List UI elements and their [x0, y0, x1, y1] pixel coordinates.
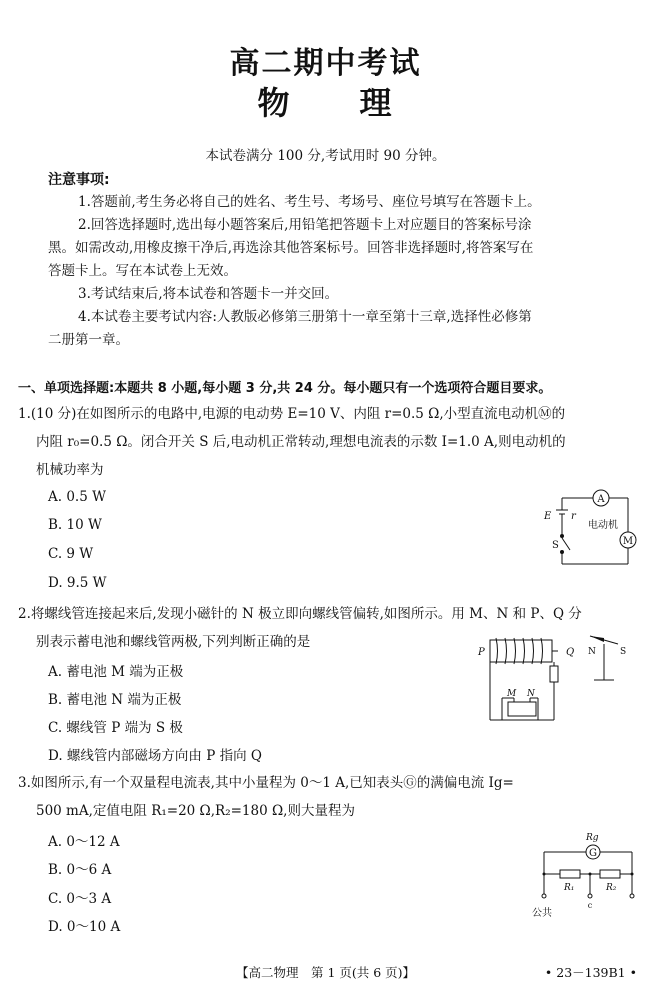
- q1-circuit-diagram: [540, 490, 640, 570]
- note-line-5: 3.考试结束后,将本试卷和答题卡一并交回。: [78, 286, 339, 302]
- exam-intro: 本试卷满分 100 分,考试用时 90 分钟。: [205, 148, 446, 164]
- rg-label: Rg: [586, 833, 599, 843]
- q3-line-1: 3.如图所示,有一个双量程电流表,其中小量程为 0～1 A,已知表头Ⓖ的满偏电流 Ig=: [18, 775, 514, 791]
- q2-option-b: B. 蓄电池 N 端为正极: [48, 692, 182, 708]
- note-line-7: 二册第一章。: [48, 332, 129, 348]
- q3-option-d: D. 0～10 A: [48, 919, 121, 935]
- q2-line-2: 别表示蓄电池和螺线管两极,下列判断正确的是: [36, 634, 311, 650]
- note-line-1: 1.答题前,考生务必将自己的姓名、考生号、考场号、座位号填写在答题卡上。: [78, 194, 541, 210]
- q1-line-1: 1.(10 分)在如图所示的电路中,电源的电动势 E=10 V、内阻 r=0.5 Ω,小型直流电动机Ⓜ的: [18, 406, 566, 422]
- terminal-c-label: c: [587, 901, 593, 910]
- q3-option-a: A. 0～12 A: [48, 834, 120, 850]
- subject-title: 物 理: [257, 84, 394, 122]
- notes-heading: 注意事项:: [48, 172, 110, 188]
- galvanometer-label: G: [589, 848, 597, 859]
- solenoid-p-label: P: [478, 647, 485, 658]
- section-heading: 一、单项选择题:本题共 8 小题,每小题 3 分,共 24 分。每小题只有一个选项符合题目要求。: [18, 381, 552, 396]
- note-line-3: 黑。如需改动,用橡皮擦干净后,再选涂其他答案标号。回答非选择题时,将答案写在: [48, 240, 534, 256]
- q2-option-d: D. 螺线管内部磁场方向由 P 指向 Q: [48, 748, 262, 764]
- common-terminal-label: 公共: [532, 908, 552, 919]
- note-line-4: 答题卡上。写在本试卷上无效。: [48, 263, 237, 279]
- q3-line-2: 500 mA,定值电阻 R₁=20 Ω,R₂=180 Ω,则大量程为: [36, 803, 355, 819]
- q1-option-d: D. 9.5 W: [48, 575, 107, 591]
- exam-title: 高二期中考试: [229, 46, 422, 81]
- q1-option-a: A. 0.5 W: [48, 489, 106, 505]
- battery-m-label: M: [507, 689, 517, 699]
- battery-n-label: N: [527, 689, 535, 699]
- r1-label: R₁: [564, 883, 575, 893]
- needle-s-label: S: [620, 647, 627, 657]
- motor-symbol: M: [622, 536, 634, 547]
- q2-line-1: 2.将螺线管连接起来后,发现小磁针的 N 极立即向螺线管偏转,如图所示。用 M、N 和 P、Q 分: [18, 606, 582, 622]
- internal-r-label: r: [571, 511, 576, 522]
- note-line-6: 4.本试卷主要考试内容:人教版必修第三册第十一章至第十三章,选择性必修第: [78, 309, 532, 325]
- q3-option-c: C. 0～3 A: [48, 891, 112, 907]
- solenoid-q-label: Q: [566, 647, 575, 658]
- note-line-2: 2.回答选择题时,选出每小题答案后,用铅笔把答题卡上对应题目的答案标号涂: [78, 217, 532, 233]
- q2-solenoid-diagram: [478, 632, 638, 727]
- switch-label: S: [552, 540, 559, 551]
- page-code: • 23－139B1 •: [544, 965, 637, 980]
- ammeter-label: A: [597, 494, 605, 505]
- emf-label: E: [544, 511, 552, 522]
- r2-label: R₂: [606, 883, 617, 893]
- q2-option-a: A. 蓄电池 M 端为正极: [48, 664, 184, 680]
- q3-option-b: B. 0～6 A: [48, 862, 112, 878]
- page-footer: 【高二物理 第 1 页(共 6 页)】: [235, 965, 416, 980]
- motor-label: 电动机: [588, 520, 618, 531]
- q1-line-2: 内阻 r₀=0.5 Ω。闭合开关 S 后,电动机正常转动,理想电流表的示数 I=1.0 A,则电动机的: [36, 434, 566, 450]
- q3-ammeter-diagram: [520, 828, 640, 920]
- needle-n-label: N: [588, 647, 596, 657]
- q2-option-c: C. 螺线管 P 端为 S 极: [48, 720, 183, 736]
- q1-option-b: B. 10 W: [48, 517, 102, 533]
- q1-line-3: 机械功率为: [36, 462, 104, 478]
- q1-option-c: C. 9 W: [48, 546, 94, 562]
